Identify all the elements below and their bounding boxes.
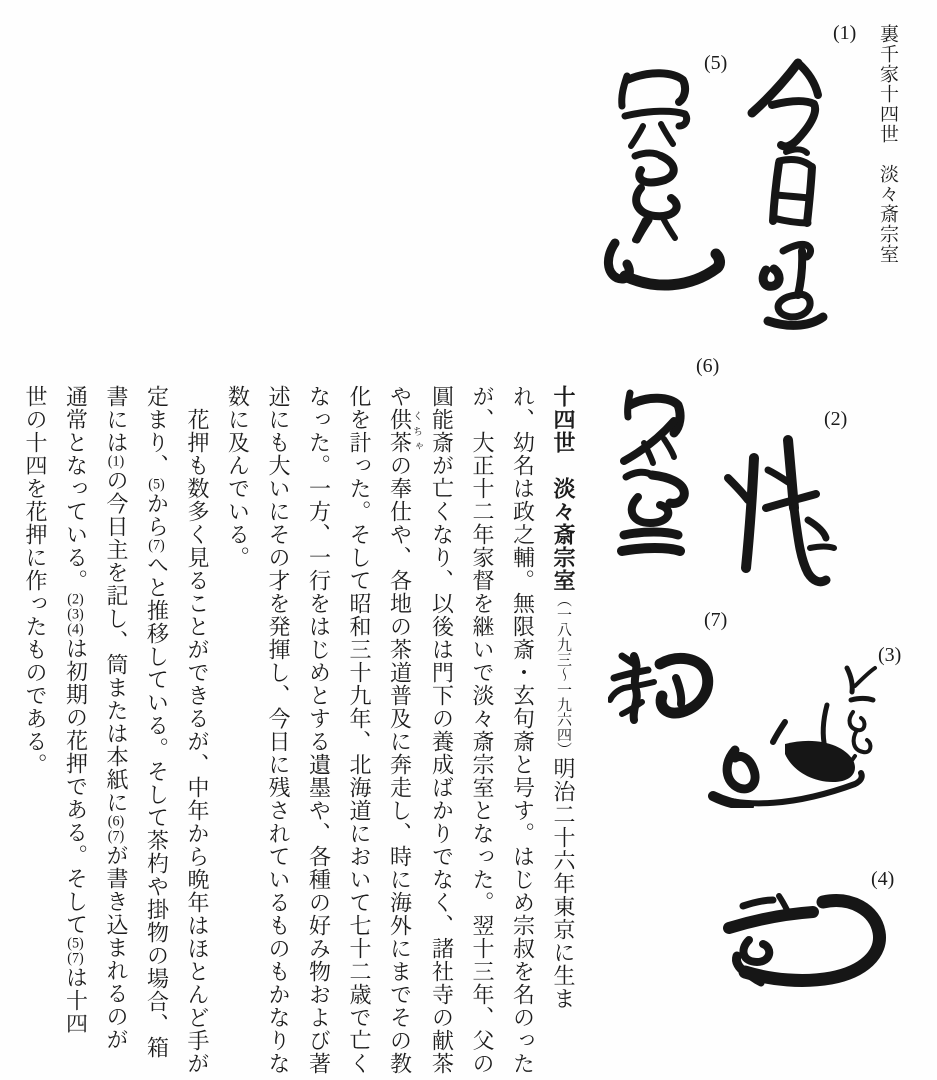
- text-column-12: 書には(1)の今日主を記し、筒または本紙に(6)(7)が書き込まれるのが: [104, 385, 129, 1051]
- text-column-10: 花押も数多く見ることができるが、中年から晩年はほとんど手が: [185, 385, 210, 1075]
- text-column-6: 化を計った。そして昭和三十九年、北海道において七十二歳で亡く: [347, 385, 372, 1075]
- page-header-title: 裏千家十四世 淡々斎宗室: [877, 24, 898, 264]
- sample-label-6: (6): [696, 355, 720, 377]
- calligraphy-sample-5: [595, 68, 730, 300]
- calligraphy-sample-6: [608, 385, 698, 560]
- body-text: [16, 385, 583, 1080]
- calligraphy-sample-4: [715, 888, 890, 996]
- sample-label-5: (5): [704, 52, 728, 74]
- text-column-8: 述にも大いにその才を発揮し、今日に残されているものもかなりな: [266, 385, 291, 1075]
- text-column-9: 数に及んでいる。: [225, 385, 251, 569]
- text-column-5: や供茶くちゃの奉仕や、各地の茶道普及に奔走し、時に海外にまでその教: [387, 385, 422, 1075]
- calligraphy-sample-7: [608, 648, 718, 728]
- sample-label-1: (1): [833, 22, 857, 44]
- text-column-14: 世の十四を花押に作ったものである。: [23, 385, 48, 776]
- text-column-11: 定まり、(5)から(7)へと推移している。そして茶杓や掛物の場合、箱: [144, 385, 170, 1059]
- text-column-3: が、大正十二年家督を継いで淡々斎宗室となった。翌十三年、父の: [470, 385, 495, 1075]
- text-column-2: れ、幼名は政之輔。無限斎・玄句斎と号す。はじめ宗叔を名のった: [510, 385, 536, 1075]
- text-column-7: なった。一方、一行をはじめとする遺墨や、各種の好み物および著: [306, 385, 332, 1075]
- calligraphy-sample-1: [740, 55, 840, 345]
- sample-label-4: (4): [871, 868, 895, 890]
- calligraphy-sample-2: [718, 428, 838, 593]
- text-column-4: 圓能斎が亡くなり、以後は門下の養成ばかりでなく、諸社寺の献茶: [429, 385, 455, 1075]
- text-column-1: 十四世 淡々斎宗室（一八九三～一九六四）明治二十六年東京に生ま: [551, 385, 576, 1010]
- sample-label-2: (2): [824, 408, 848, 430]
- calligraphy-sample-3: [705, 660, 880, 808]
- sample-label-7: (7): [704, 609, 728, 631]
- text-column-13: 通常となっている。(2)(3)(4)は初期の花押である。そして(5)(7)は十四: [63, 385, 89, 1035]
- sample-label-3: (3): [878, 644, 902, 666]
